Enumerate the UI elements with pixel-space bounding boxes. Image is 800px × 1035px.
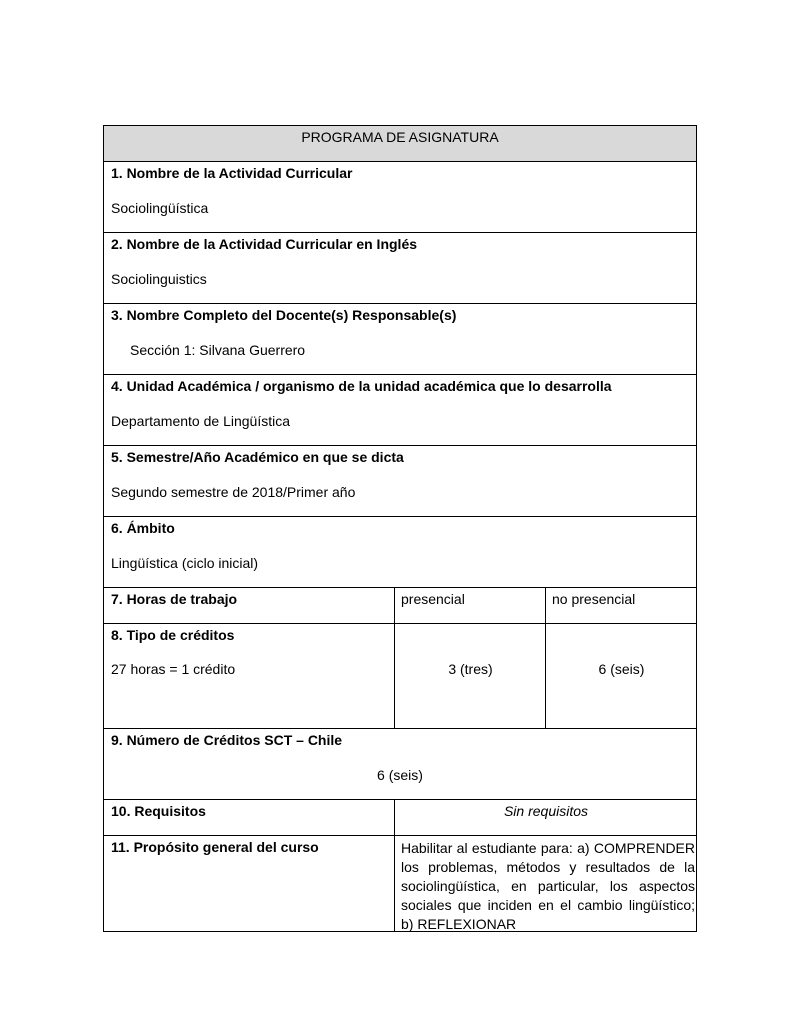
table-header-title: PROGRAMA DE ASIGNATURA [301, 129, 499, 145]
section-8-row [104, 624, 696, 729]
section-3-row [104, 304, 696, 375]
section-7-presencial: presencial [401, 591, 465, 607]
section-5-row [104, 446, 696, 517]
program-table [103, 125, 697, 932]
section-8-value: 27 horas = 1 crédito [111, 661, 236, 677]
section-5-label: 5. Semestre/Año Académico en que se dicta [111, 449, 404, 465]
section-10-row [104, 800, 696, 836]
section-5-value: Segundo semestre de 2018/Primer año [111, 484, 356, 500]
section-11-label: 11. Propósito general del curso [111, 839, 319, 855]
section-11-value: Habilitar al estudiante para: a) COMPRENDER los problemas, métodos y resultados de la sociolingüística, en particular, los aspectos sociales que inciden en el cambio lingüístico; b) REFLEXIONAR [401, 840, 695, 932]
section-10-label: 10. Requisitos [111, 803, 206, 819]
section-11-value-cell [394, 836, 696, 931]
section-1-value: Sociolingüística [111, 200, 209, 216]
section-4-label: 4. Unidad Académica / organismo de la unidad académica que lo desarrolla [111, 378, 612, 394]
section-8-label: 8. Tipo de créditos [111, 627, 235, 643]
section-3-value: Sección 1: Silvana Guerrero [130, 342, 306, 358]
section-4-row [104, 375, 696, 446]
section-3-label: 3. Nombre Completo del Docente(s) Responsable(s) [111, 307, 457, 323]
section-6-label: 6. Ámbito [111, 520, 175, 536]
section-7-no-presencial-cell [545, 588, 696, 623]
section-9-label: 9. Número de Créditos SCT – Chile [111, 732, 343, 748]
section-9-value: 6 (seis) [377, 767, 423, 783]
section-11-row [104, 836, 696, 931]
section-8-no-presencial-cell [545, 624, 696, 728]
section-1-label: 1. Nombre de la Actividad Curricular [111, 165, 353, 181]
table-header-row [104, 126, 696, 162]
section-6-value: Lingüística (ciclo inicial) [111, 555, 259, 571]
section-2-value: Sociolinguistics [111, 271, 207, 287]
section-7-label: 7. Horas de trabajo [111, 591, 238, 607]
section-9-row [104, 729, 696, 800]
section-4-value: Departamento de Lingüística [111, 413, 290, 429]
section-7-row [104, 588, 696, 624]
section-8-presencial-credits: 3 (tres) [448, 661, 493, 677]
section-8-presencial-cell [394, 624, 545, 728]
section-10-value: Sin requisitos [503, 803, 589, 819]
section-6-row [104, 517, 696, 588]
section-10-value-cell [394, 800, 696, 835]
section-2-label: 2. Nombre de la Actividad Curricular en Inglés [111, 236, 418, 252]
section-1-row [104, 162, 696, 233]
section-8-no-presencial-credits: 6 (seis) [598, 661, 645, 677]
section-2-row [104, 233, 696, 304]
section-7-presencial-cell [394, 588, 545, 623]
section-7-no-presencial: no presencial [552, 591, 636, 607]
